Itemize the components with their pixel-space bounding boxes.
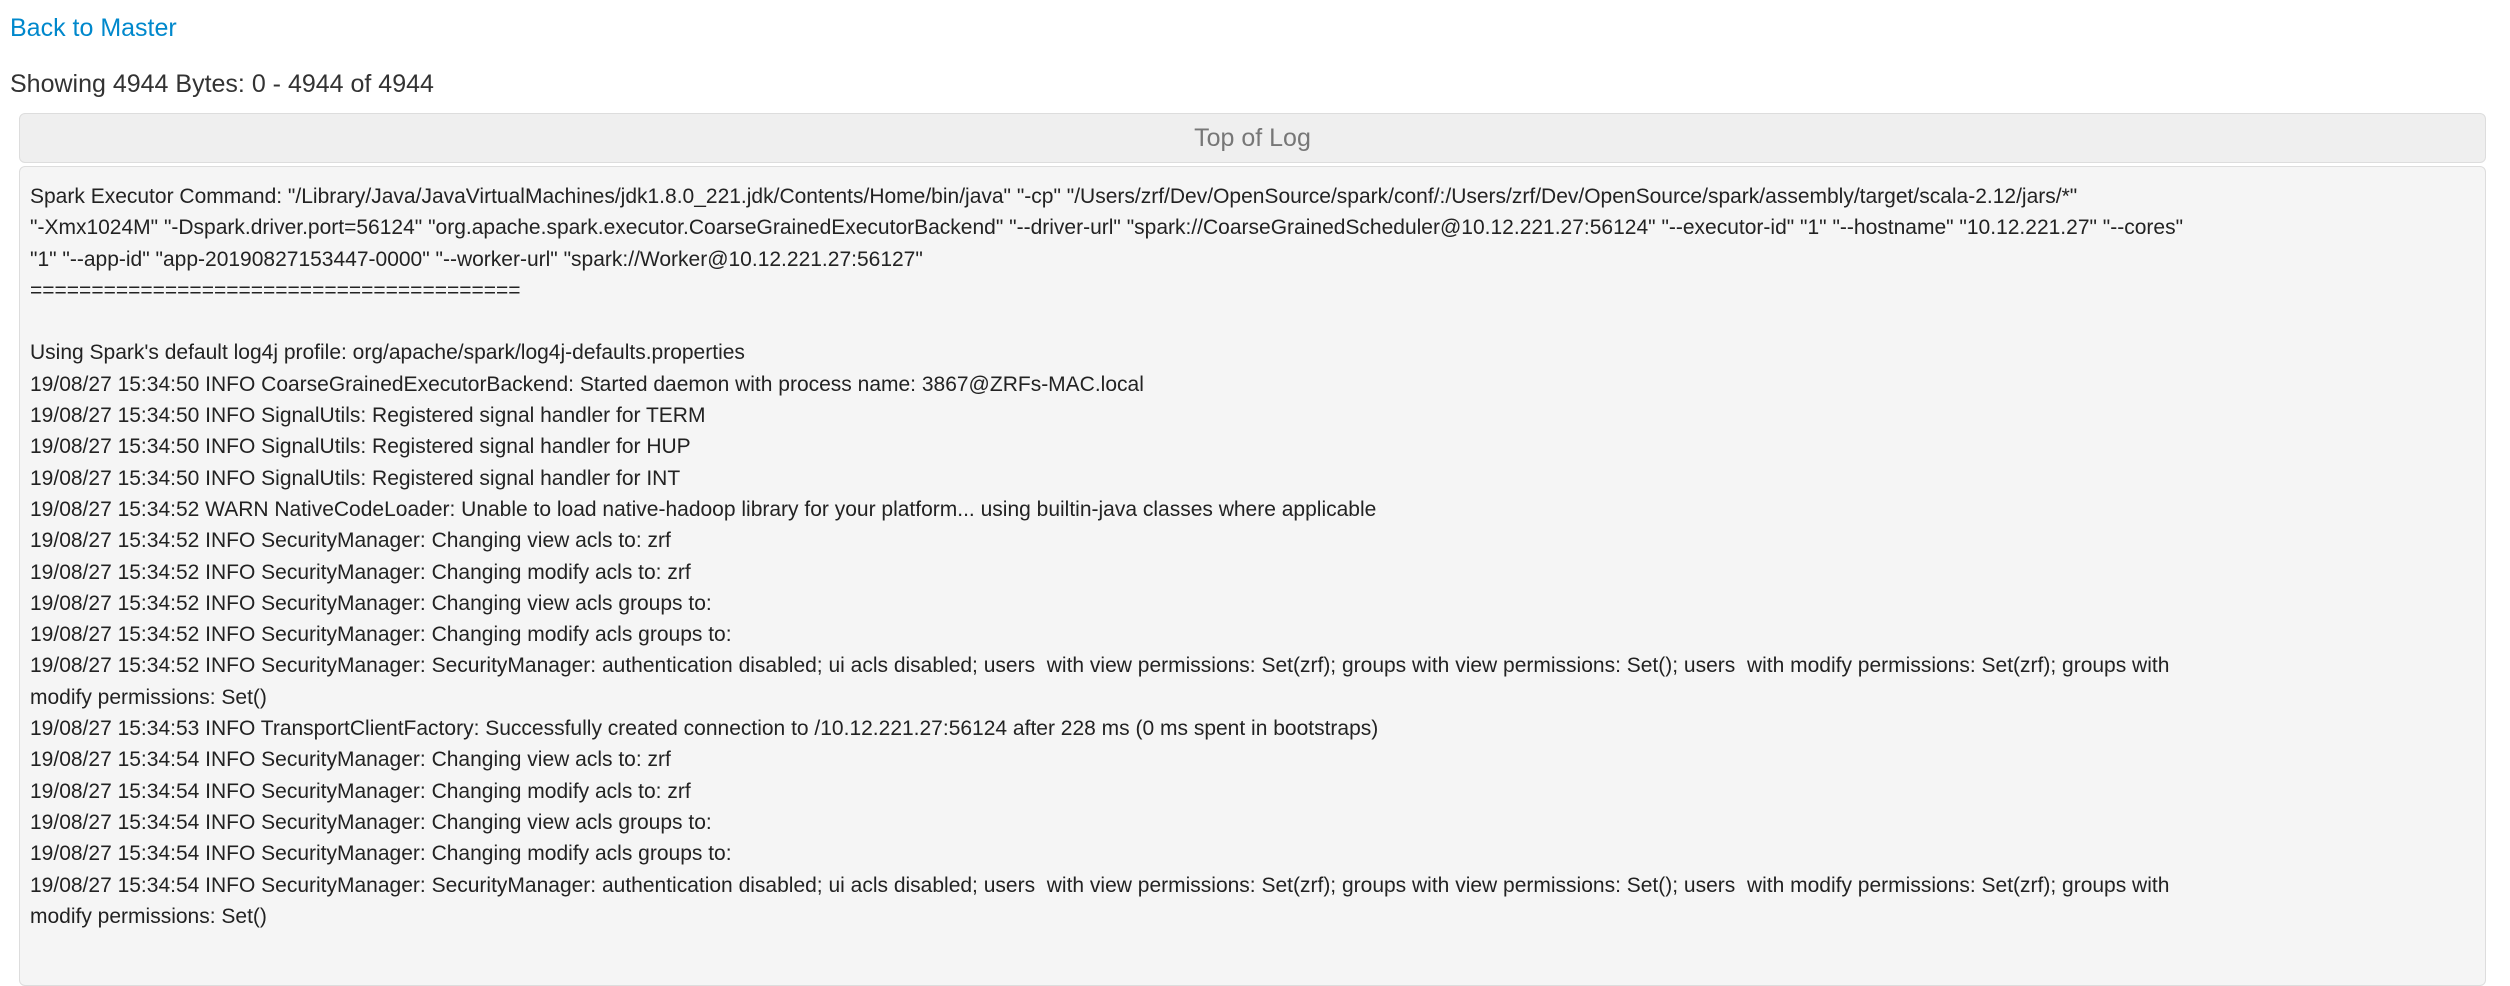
top-of-log-button[interactable]: Top of Log bbox=[19, 113, 2486, 163]
log-text bbox=[30, 181, 2475, 932]
log-line: 19/08/27 15:34:50 INFO SignalUtils: Registered signal handler for HUP bbox=[30, 435, 691, 459]
log-line: Spark Executor Command: "/Library/Java/JavaVirtualMachines/jdk1.8.0_221.jdk/Contents/Home/bin/java" "-cp" "/Users/zrf/Dev/OpenSource/spark/conf/:/Users/zrf/Dev/OpenSource/spark/assembly/target/scala-2.12/jars/*" "-Xmx1024M" "-Dspark.driver.port=56124" "org.apache.spark.executor.CoarseGrainedExecutorBackend" "--driver-url" "spark://CoarseGrainedScheduler@10.12.221.27:56124" "--executor-id" "1" "--hostname" "10.12.221.27" "--cores" "1" "--app-id" "app-20190827153447-0000" "--worker-url" "spark://Worker@10.12.221.27:56127" bbox=[30, 185, 2184, 271]
log-content-panel[interactable] bbox=[19, 166, 2486, 986]
log-line: ======================================== bbox=[30, 278, 521, 302]
log-line: 19/08/27 15:34:52 INFO SecurityManager: Changing modify acls groups to: bbox=[30, 623, 738, 647]
log-line: 19/08/27 15:34:50 INFO SignalUtils: Registered signal handler for INT bbox=[30, 466, 681, 490]
log-line: Using Spark's default log4j profile: org/apache/spark/log4j-defaults.properties bbox=[30, 341, 745, 365]
log-line: 19/08/27 15:34:53 INFO TransportClientFactory: Successfully created connection to /10.12.221.27:56124 after 228 ms (0 ms spent in bootstraps) bbox=[30, 717, 1379, 741]
log-line: 19/08/27 15:34:54 INFO SecurityManager: Changing view acls groups to: bbox=[30, 810, 718, 834]
log-line: 19/08/27 15:34:52 WARN NativeCodeLoader: Unable to load native-hadoop library for your platform... using builtin-java classes where applicable bbox=[30, 497, 1377, 521]
back-to-master-link[interactable]: Back to Master bbox=[10, 14, 177, 42]
log-line: 19/08/27 15:34:54 INFO SecurityManager: Changing modify acls to: zrf bbox=[30, 779, 691, 803]
log-line: 19/08/27 15:34:52 INFO SecurityManager: SecurityManager: authentication disabled; ui acls disabled; users with view permissions: Set(zrf); groups with view permissions: Set(); users with modify permissions: Set(zrf); groups with modify permissions: Set() bbox=[30, 654, 2170, 709]
log-line: 19/08/27 15:34:52 INFO SecurityManager: Changing view acls to: zrf bbox=[30, 529, 671, 553]
log-line: 19/08/27 15:34:50 INFO SignalUtils: Registered signal handler for TERM bbox=[30, 404, 706, 428]
log-line: 19/08/27 15:34:52 INFO SecurityManager: Changing view acls groups to: bbox=[30, 591, 718, 615]
log-line: 19/08/27 15:34:50 INFO CoarseGrainedExecutorBackend: Started daemon with process name: 3867@ZRFs-MAC.local bbox=[30, 372, 1144, 396]
log-line: 19/08/27 15:34:54 INFO SecurityManager: SecurityManager: authentication disabled; ui acls disabled; users with view permissions: Set(zrf); groups with view permissions: Set(); users with modify permissions: Set(zrf); groups with modify permissions: Set() bbox=[30, 873, 2170, 928]
byte-range-summary: Showing 4944 Bytes: 0 - 4944 of 4944 bbox=[10, 70, 434, 98]
log-line: 19/08/27 15:34:52 INFO SecurityManager: Changing modify acls to: zrf bbox=[30, 560, 691, 584]
log-line bbox=[30, 306, 2475, 337]
log-line: 19/08/27 15:34:54 INFO SecurityManager: Changing view acls to: zrf bbox=[30, 748, 671, 772]
log-line: 19/08/27 15:34:54 INFO SecurityManager: Changing modify acls groups to: bbox=[30, 842, 738, 866]
